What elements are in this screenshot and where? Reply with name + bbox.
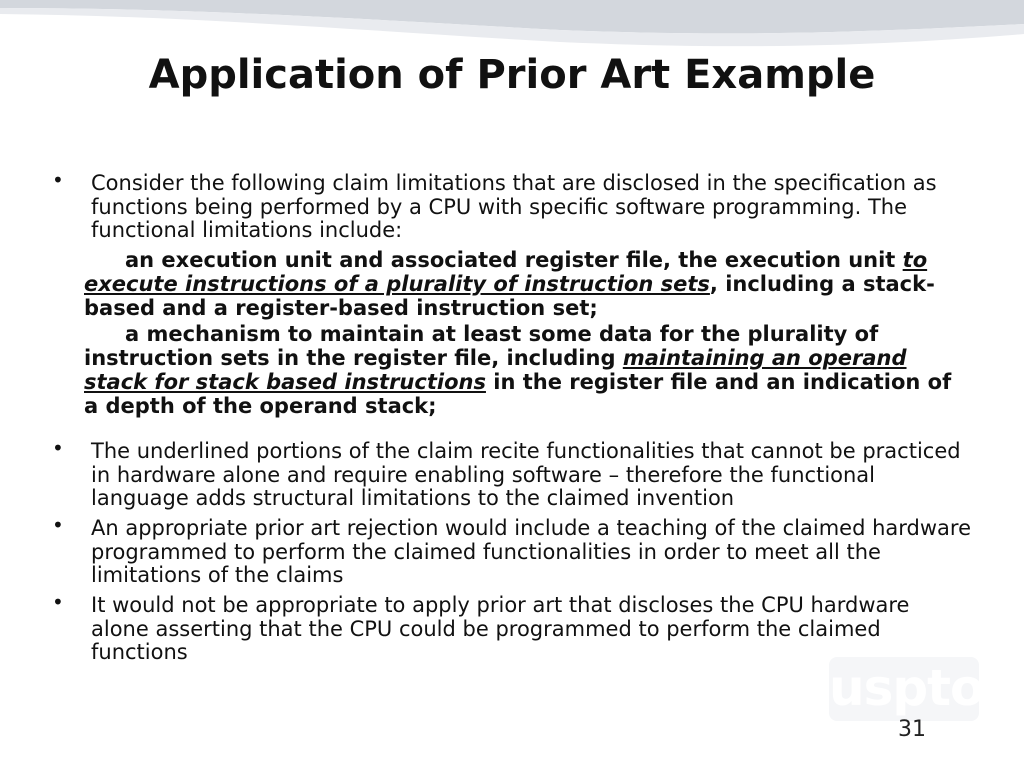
bullet-text-underlined-portions: The underlined portions of the claim recite functionalities that cannot be practiced in hardware alone and require enabling software – therefore the functional language adds structural limitations to the claimed invention xyxy=(91,439,961,510)
slide-title: Application of Prior Art Example xyxy=(148,52,876,98)
bullet-text-not-appropriate: It would not be appropriate to apply prior art that discloses the CPU hardware alone asserting that the CPU could be programmed to perform the claimed functions xyxy=(91,593,910,664)
bullet-marker: • xyxy=(52,590,64,614)
claim-text: in the register file and an indication of a depth of the operand stack; xyxy=(84,370,952,418)
header-wave-decoration xyxy=(0,0,1024,60)
claim-limitation-execution-unit xyxy=(84,248,964,320)
claim-text: a mechanism to maintain at least some data for the plurality of instruction sets in the register file, including xyxy=(84,322,879,370)
bullet-marker: • xyxy=(52,513,64,537)
bullet-marker: • xyxy=(52,436,64,460)
claim-underlined-function: to execute instructions of a plurality of instruction sets xyxy=(84,248,928,296)
claim-underlined-function: maintaining an operand stack for stack based instructions xyxy=(84,346,907,394)
claim-text: an execution unit and associated register file, the execution unit xyxy=(125,248,903,272)
uspto-logo: uspto xyxy=(829,657,979,721)
claim-text: , including a stack-based and a register-based instruction set; xyxy=(84,272,935,320)
bullet-marker: • xyxy=(52,168,64,192)
bullet-text-appropriate-rejection: An appropriate prior art rejection would include a teaching of the claimed hardware programmed to perform the claimed functionalities in order to meet all the limitations of the claims xyxy=(91,516,971,587)
page-number: 31 xyxy=(898,717,926,742)
claim-limitation-mechanism xyxy=(84,322,964,418)
bullet-text-intro: Consider the following claim limitations that are disclosed in the specification as functions being performed by a CPU with specific software programming. The functional limitations include: xyxy=(91,171,937,242)
